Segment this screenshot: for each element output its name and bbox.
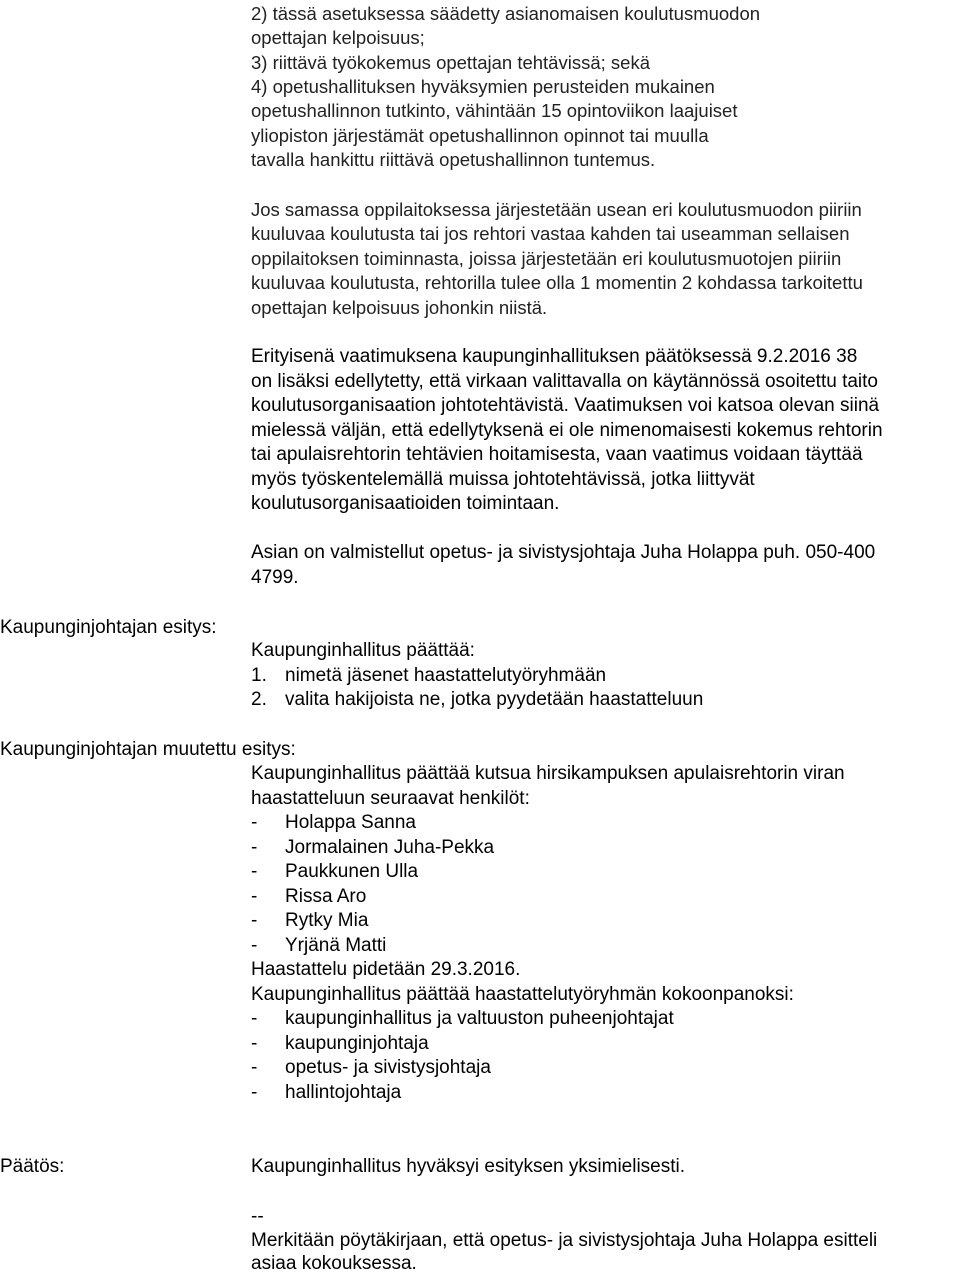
candidate-4 xyxy=(251,885,366,910)
list-item-2-line-1: 2) tässä asetuksessa säädetty asianomaisen koulutusmuodon xyxy=(251,3,761,24)
group-member-2-dash: - xyxy=(251,1033,258,1054)
group-member-1-dash: - xyxy=(251,1008,258,1029)
proposal-item-1-text: nimetä jäsenet haastattelutyöryhmään xyxy=(285,665,607,686)
candidate-2-name: Jormalainen Juha-Pekka xyxy=(285,837,495,858)
list-item-4-line-2: opetushallinnon tutkinto, vähintään 15 opintoviikon laajuiset xyxy=(251,100,738,121)
group-member-4-text: hallintojohtaja xyxy=(285,1082,402,1103)
group-member-2-text: kaupunginjohtaja xyxy=(285,1033,429,1054)
candidate-4-name: Rissa Aro xyxy=(285,886,367,907)
proposal-item-2-number: 2. xyxy=(251,689,267,710)
decision-label: Päätös: xyxy=(0,1156,65,1177)
candidate-5-name: Rytky Mia xyxy=(285,910,369,931)
para-multi-line-1: Jos samassa oppilaitoksessa järjestetään usean eri koulutusmuodon piiriin xyxy=(251,199,862,220)
group-member-2 xyxy=(251,1032,429,1057)
decision-note-line-2: asiaa kokouksessa. xyxy=(251,1253,417,1274)
amended-label: Kaupunginjohtajan muutettu esitys: xyxy=(0,739,296,760)
para-multi-line-3: oppilaitoksen toiminnasta, joissa järjestetään eri koulutusmuotojen piiriin xyxy=(251,248,842,269)
group-member-3 xyxy=(251,1056,491,1081)
para-multi-line-4: kuuluvaa koulutusta, rehtorilla tulee olla 1 momentin 2 kohdassa tarkoitettu xyxy=(251,272,863,293)
list-item-4-line-3: yliopiston järjestämät opetushallinnon opinnot tai muulla xyxy=(251,125,709,146)
candidate-6-name: Yrjänä Matti xyxy=(285,935,387,956)
candidate-4-dash: - xyxy=(251,886,258,907)
candidate-2-dash: - xyxy=(251,837,258,858)
list-item-4-line-1: 4) opetushallituksen hyväksymien perusteiden mukainen xyxy=(251,76,715,97)
para-requirement-line-4: mielessä väljän, että edellytyksenä ei ole nimenomaisesti kokemus rehtorin xyxy=(251,420,883,441)
interview-date: Haastattelu pidetään 29.3.2016. xyxy=(251,959,521,980)
list-item-2-line-2: opettajan kelpoisuus; xyxy=(251,27,425,48)
para-requirement-line-1: Erityisenä vaatimuksena kaupunginhallituksen päätöksessä 9.2.2016 38 xyxy=(251,346,858,367)
candidate-6 xyxy=(251,934,386,959)
amended-intro-line-2: haastatteluun seuraavat henkilöt: xyxy=(251,788,530,809)
preparer-line-2: 4799. xyxy=(251,567,299,588)
para-requirement-line-5: tai apulaisrehtorin tehtävien hoitamisesta, vaan vaatimus voidaan täyttää xyxy=(251,444,863,465)
group-member-4 xyxy=(251,1081,401,1106)
group-member-3-text: opetus- ja sivistysjohtaja xyxy=(285,1057,491,1078)
decision-separator: -- xyxy=(251,1206,264,1227)
group-member-1 xyxy=(251,1007,674,1032)
para-multi-line-2: kuuluvaa koulutusta tai jos rehtori vastaa kahden tai useamman sellaisen xyxy=(251,223,850,244)
decision-text: Kaupunginhallitus hyväksyi esityksen yksimielisesti. xyxy=(251,1156,686,1177)
candidate-5 xyxy=(251,909,368,934)
para-requirement-line-7: koulutusorganisaatioiden toimintaan. xyxy=(251,493,560,514)
proposal-item-1 xyxy=(251,664,606,689)
candidate-1-name: Holappa Sanna xyxy=(285,812,416,833)
candidate-1-dash: - xyxy=(251,812,258,833)
list-item-4-line-4: tavalla hankittu riittävä opetushallinnon tuntemus. xyxy=(251,149,656,170)
para-requirement-line-2: on lisäksi edellytetty, että virkaan valittavalla on käytännössä osoitettu taito xyxy=(251,371,878,392)
preparer-line-1: Asian on valmistellut opetus- ja sivistysjohtaja Juha Holappa puh. 050-400 xyxy=(251,542,876,563)
proposal-label: Kaupunginjohtajan esitys: xyxy=(0,617,217,638)
group-heading: Kaupunginhallitus päättää haastattelutyöryhmän kokoonpanoksi: xyxy=(251,984,794,1005)
candidate-2 xyxy=(251,836,494,861)
proposal-item-2-text: valita hakijoista ne, jotka pyydetään haastatteluun xyxy=(285,689,704,710)
group-member-3-dash: - xyxy=(251,1057,258,1078)
candidate-5-dash: - xyxy=(251,910,258,931)
candidate-3-dash: - xyxy=(251,861,258,882)
group-member-1-text: kaupunginhallitus ja valtuuston puheenjohtajat xyxy=(285,1008,674,1029)
candidate-1 xyxy=(251,811,416,836)
amended-intro-line-1: Kaupunginhallitus päättää kutsua hirsikampuksen apulaisrehtorin viran xyxy=(251,763,845,784)
proposal-heading: Kaupunginhallitus päättää: xyxy=(251,640,475,661)
para-multi-line-5: opettajan kelpoisuus johonkin niistä. xyxy=(251,297,548,318)
proposal-item-2 xyxy=(251,688,703,713)
candidate-6-dash: - xyxy=(251,935,258,956)
proposal-item-1-number: 1. xyxy=(251,665,267,686)
candidate-3 xyxy=(251,860,418,885)
group-member-4-dash: - xyxy=(251,1082,258,1103)
decision-note-line-1: Merkitään pöytäkirjaan, että opetus- ja sivistysjohtaja Juha Holappa esitteli xyxy=(251,1230,878,1251)
list-item-3: 3) riittävä työkokemus opettajan tehtävissä; sekä xyxy=(251,52,650,73)
candidate-3-name: Paukkunen Ulla xyxy=(285,861,419,882)
para-requirement-line-6: myös työskentelemällä muissa johtotehtävissä, jotka liittyvät xyxy=(251,469,755,490)
para-requirement-line-3: koulutusorganisaation johtotehtävistä. Vaatimuksen voi katsoa olevan siinä xyxy=(251,395,880,416)
